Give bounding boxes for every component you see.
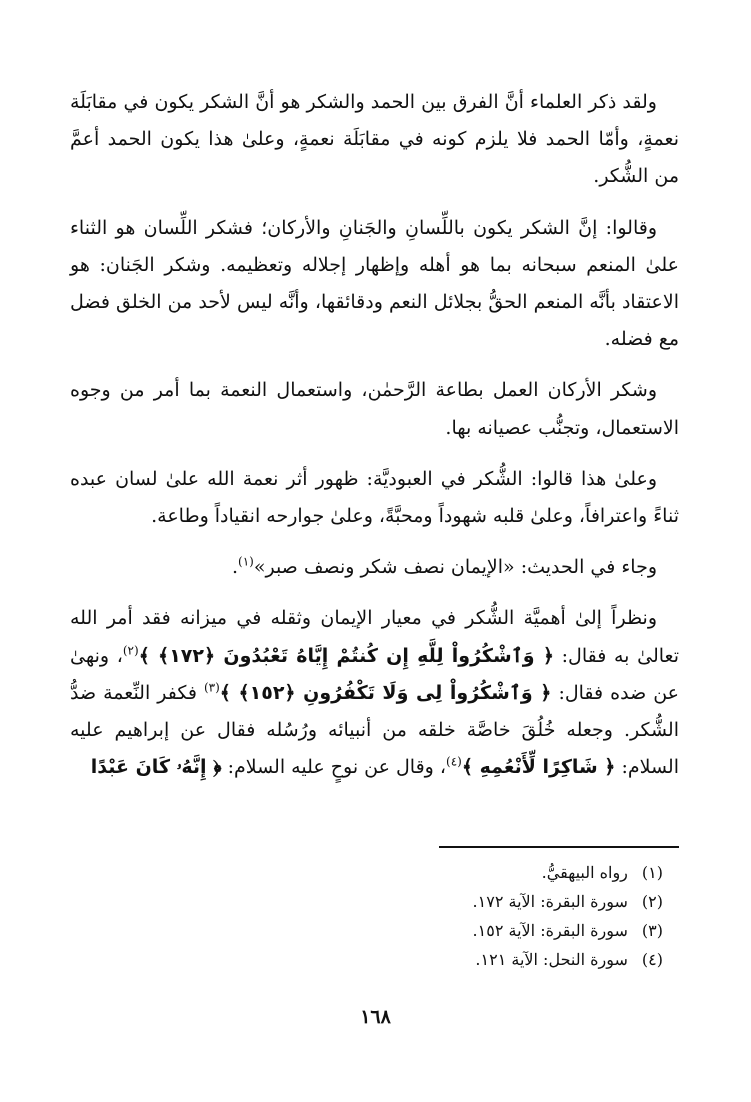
footnote-text: سورة النحل: الآية ١٢١. bbox=[475, 950, 628, 969]
hadith-text: وجاء في الحديث: «الإيمان نصف شكر ونصف صبر» bbox=[253, 556, 657, 579]
footnote-text: رواه البيهقيُّ. bbox=[541, 863, 628, 882]
page-number: ١٦٨ bbox=[360, 1006, 391, 1028]
footnote-text: سورة البقرة: الآية ١٥٢. bbox=[472, 921, 628, 940]
footnote-item bbox=[70, 945, 663, 974]
hadith-end: . bbox=[231, 556, 239, 579]
footnote-item bbox=[70, 916, 663, 945]
footnote-separator bbox=[439, 846, 679, 848]
paragraph-gratitude-in-servitude: وعلىٰ هذا قالوا: الشُّكر في العبوديَّة: ظهور أثر نعمة الله علىٰ لسان عبده ثناءً واعترافاً، وعلىٰ قلبه شهوداً ومحبَّةً، وعلىٰ جوارحه انقياداً وطاعة. bbox=[70, 467, 679, 528]
footnote-ref-3[interactable]: (٣) bbox=[203, 680, 220, 695]
quran-verse-4: ﴿ إِنَّهُۥ كَانَ عَبْدًا bbox=[90, 756, 222, 779]
footnote-number: (٤) bbox=[641, 950, 663, 969]
paragraph-kinds-of-gratitude: وقالوا: إنَّ الشكر يكون باللِّسانِ والجَنانِ والأركان؛ فشكر اللِّسان هو الثناء علىٰ المنعم سبحانه بما هو أهله وإظهار إجلاله وتعظيمه. وشكر الجَنان: هو الاعتقاد بأنَّه المنعم الحقُّ بجلائل النعم ودقائقها، وأنَّه ليس لأحد من الخلق فضل مع فضله. bbox=[70, 216, 679, 351]
footnotes bbox=[70, 858, 663, 974]
footnote-number: (٣) bbox=[641, 921, 663, 940]
footnote-ref-4[interactable]: (٤) bbox=[446, 754, 462, 769]
paragraph-importance-of-gratitude bbox=[70, 600, 679, 786]
main-text bbox=[70, 84, 679, 786]
paragraph-gratitude-vs-praise: ولقد ذكر العلماء أنَّ الفرق بين الحمد والشكر هو أنَّ الشكر يكون في مقابَلَة نعمةٍ، وأمّا الحمد فلا يلزم كونه في مقابَلَة نعمةٍ، وعلىٰ هذا يكون الحمد أعمَّ من الشُّكر. bbox=[70, 91, 679, 188]
footnote-ref-1[interactable]: (١) bbox=[238, 554, 254, 569]
footnote-item bbox=[70, 887, 663, 916]
paragraph-gratitude-of-limbs: وشكر الأركان العمل بطاعة الرَّحمٰن، واستعمال النعمة بما أمر من وجوه الاستعمال، وتجنُّب عصيانه بها. bbox=[70, 379, 679, 439]
paragraph-hadith bbox=[70, 549, 679, 586]
quran-verse-3: ﴿ شَاكِرًا لِّأَنْعُمِهِ ﴾ bbox=[461, 756, 616, 779]
importance-text-4: ، وقال عن نوحٍ عليه السلام: bbox=[221, 756, 447, 779]
quran-verse-2: ﴿ وَٱشْكُرُواْ لِى وَلَا تَكْفُرُونِ ﴿١٥٢﴾ ﴾ bbox=[219, 681, 552, 704]
footnote-item bbox=[70, 858, 663, 887]
footnote-text: سورة البقرة: الآية ١٧٢. bbox=[472, 892, 628, 911]
importance-text-1: ونظراً إلىٰ أهميَّة الشُّكر في معيار الإيمان وثقله في ميزانه فقد أمر الله تعالىٰ به فقال: bbox=[70, 607, 680, 667]
footnote-ref-2[interactable]: (٢) bbox=[122, 643, 139, 658]
importance-text-2: ، ونهىٰ عن ضده فقال: bbox=[70, 644, 680, 704]
quran-verse-1: ﴿ وَٱشْكُرُواْ لِلَّهِ إِن كُنتُمْ إِيَّاهُ تَعْبُدُونَ ﴿١٧٢﴾ ﴾ bbox=[138, 644, 554, 667]
importance-text-3: فكفر النِّعمة ضدُّ الشُّكر. وجعله خُلُقَ خاصَّة خلقه من أنبيائه ورُسُله فقال عن إبراهيم عليه السلام: bbox=[70, 681, 679, 779]
footnote-number: (١) bbox=[641, 863, 663, 882]
footnote-number: (٢) bbox=[641, 892, 663, 911]
